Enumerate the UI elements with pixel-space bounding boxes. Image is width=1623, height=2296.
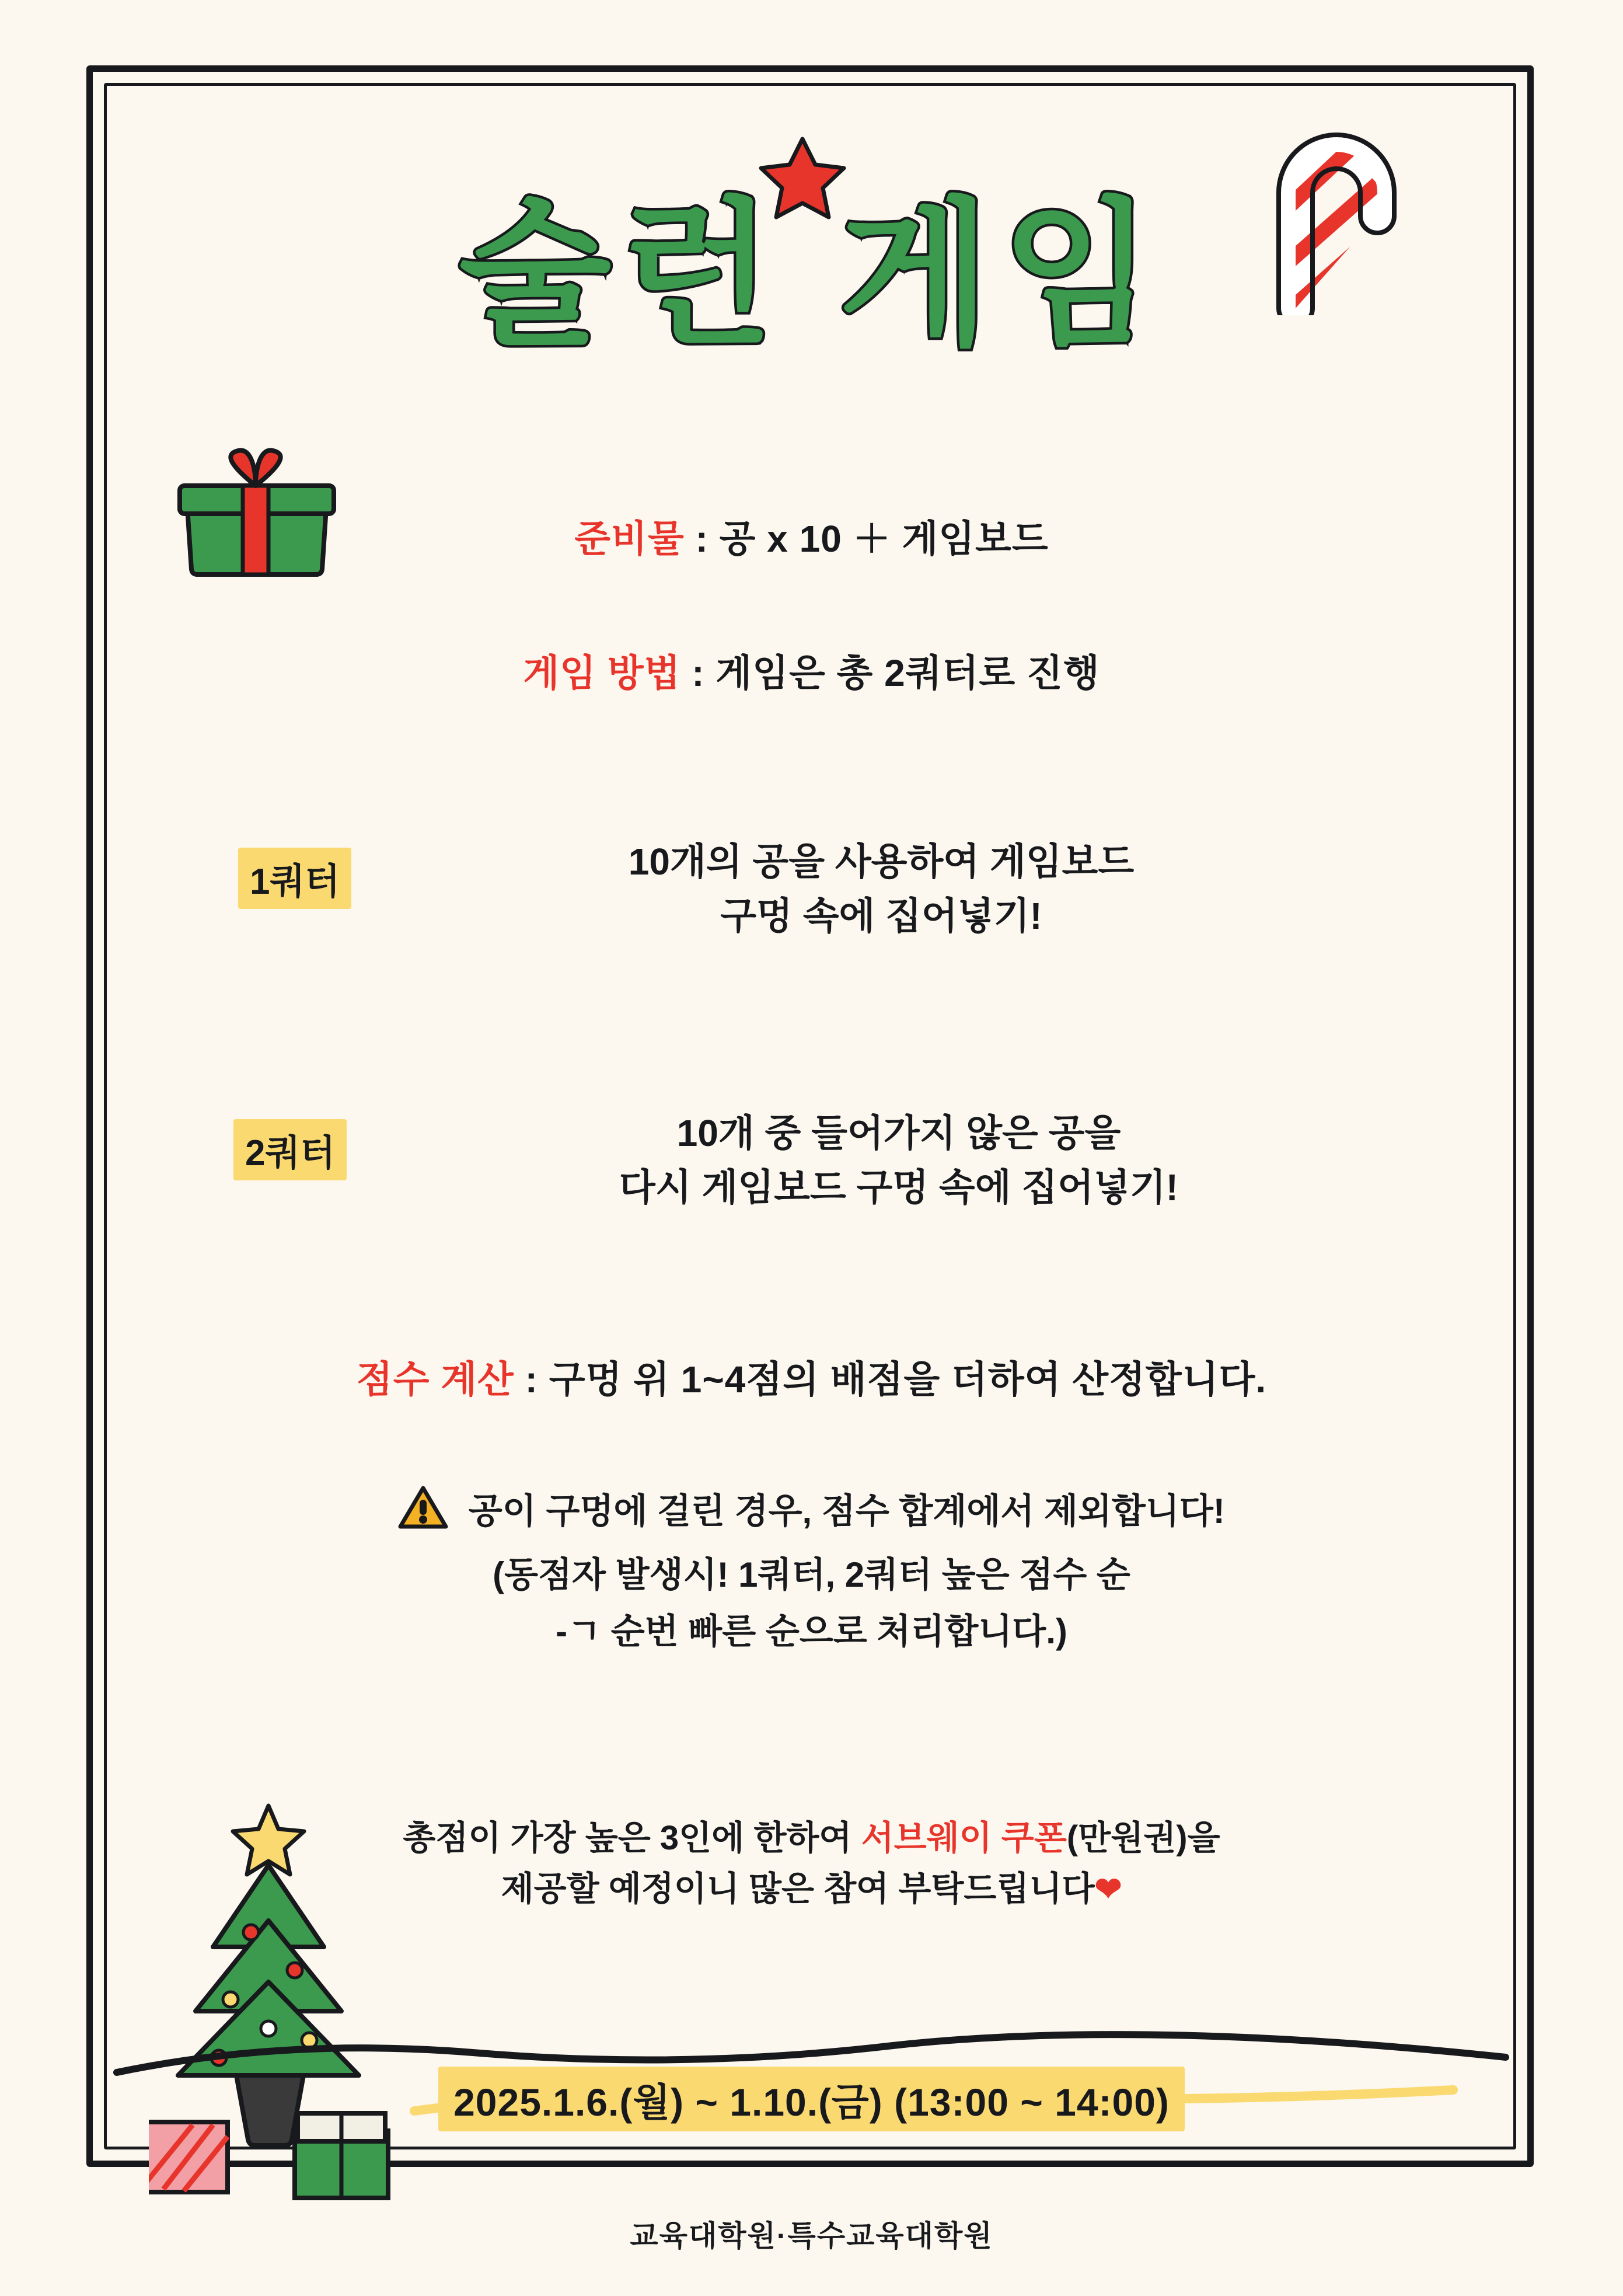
- quarter-2-badge: 2쿼터: [233, 1119, 347, 1180]
- quarter-1-badge: 1쿼터: [238, 848, 351, 909]
- warning-line-1-row: [0, 1483, 1623, 1546]
- score-separator: :: [514, 1358, 549, 1400]
- warning-line-1: 공이 구멍에 걸린 경우, 점수 합계에서 제외합니다!: [468, 1492, 1225, 1531]
- preparation-label: 준비물: [574, 518, 685, 560]
- footer-organization: 교육대학원·특수교육대학원: [630, 2220, 993, 2252]
- promotion-line-2: [0, 1863, 1623, 1914]
- quarter-2-line-2: 다시 게임보드 구멍 속에 집어넣기!: [619, 1166, 1178, 1208]
- poster-title-area: [0, 187, 1623, 363]
- method-label: 게임 방법: [523, 652, 681, 694]
- promotion-block: [0, 1813, 1623, 1914]
- quarter-1-line-1: 10개의 공을 사용하여 게임보드: [628, 841, 1135, 883]
- quarter-1-description: [444, 835, 1319, 943]
- score-label: 점수 계산: [356, 1358, 514, 1400]
- warning-line-2: (동점자 발생시! 1쿼터, 2쿼터 높은 점수 순: [493, 1555, 1130, 1595]
- quarter-2-description: [432, 1106, 1366, 1215]
- score-value: 구멍 위 1~4점의 배점을 더하여 산정합니다.: [549, 1358, 1267, 1400]
- quarter-2-line-1: 10개 중 들어가지 않은 공을: [676, 1112, 1121, 1154]
- event-date-badge: 2025.1.6.(월) ~ 1.10.(금) (13:00 ~ 14:00): [438, 2067, 1185, 2131]
- promotion-highlight: 서브웨이 쿠폰: [861, 1819, 1067, 1857]
- quarter-1-line-2: 구멍 속에 집어넣기!: [720, 894, 1042, 937]
- warning-block: [0, 1483, 1623, 1660]
- event-date-area: [0, 2067, 1623, 2131]
- warning-triangle-icon: [398, 1485, 448, 1546]
- method-separator: :: [680, 652, 716, 694]
- preparation-line: [0, 514, 1623, 564]
- method-value: 게임은 총 2쿼터로 진행: [715, 652, 1100, 694]
- method-line: [0, 648, 1623, 698]
- preparation-separator: :: [684, 518, 720, 560]
- warning-line-3: -ㄱ 순번 빠른 순으로 처리합니다.): [556, 1612, 1067, 1652]
- page-title: 술런 게임: [459, 187, 1164, 363]
- promotion-line-1-post: (만원권)을: [1066, 1819, 1220, 1857]
- preparation-value: 공 x 10 ＋ 게임보드: [719, 518, 1049, 560]
- score-line: [0, 1354, 1623, 1405]
- promotion-line-2-text: 제공할 예정이니 많은 참여 부탁드립니다: [501, 1870, 1095, 1908]
- heart-icon: ❤: [1094, 1870, 1122, 1907]
- promotion-line-1: [0, 1813, 1623, 1863]
- promotion-line-1-pre: 총점이 가장 높은 3인에 한하여: [403, 1819, 861, 1857]
